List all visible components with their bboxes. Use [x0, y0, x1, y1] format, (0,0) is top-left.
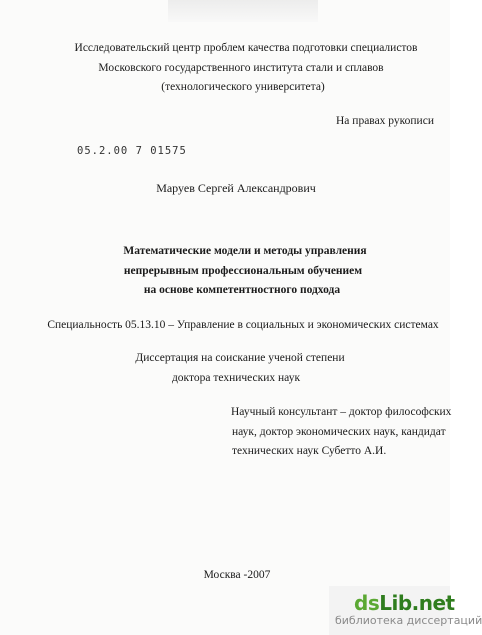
logo-part-2: Lib.net	[379, 591, 455, 615]
author-name: Маруев Сергей Александрович	[156, 181, 316, 195]
manuscript-rights-note: На правах рукописи	[336, 115, 434, 127]
institution-line-1: Исследовательский центр проблем качества подготовки специалистов	[74, 42, 418, 54]
dissertation-title-line-2: непрерывным профессиональным обучением	[123, 265, 363, 277]
logo-part-1: ds	[354, 591, 380, 615]
consultant-line-2: наук, доктор экономических наук, кандидат	[232, 426, 446, 438]
dissertation-title-line-3: на основе компетентностного подхода	[143, 284, 341, 296]
degree-line-1: Диссертация на соискание ученой степени	[135, 352, 345, 364]
watermark-subtitle: библиотека диссертаций	[335, 614, 482, 627]
city-year: Москва -2007	[203, 569, 271, 581]
scan-artifact	[168, 0, 318, 22]
consultant-line-1: Научный консультант – доктор философских	[231, 406, 452, 418]
dslib-logo[interactable]	[354, 591, 455, 615]
dissertation-title-line-1: Математические модели и методы управления	[123, 245, 367, 257]
institution-line-3: (технологического университета)	[161, 81, 325, 93]
consultant-line-3: технических наук Субетто А.И.	[232, 445, 387, 457]
institution-line-2: Московского государственного института стали и сплавов	[98, 62, 384, 74]
specialty-line: Специальность 05.13.10 – Управление в социальных и экономических системах	[47, 319, 439, 331]
archive-code: 05.2.00 7 01575	[77, 145, 187, 157]
degree-line-2: доктора технических наук	[171, 372, 301, 384]
